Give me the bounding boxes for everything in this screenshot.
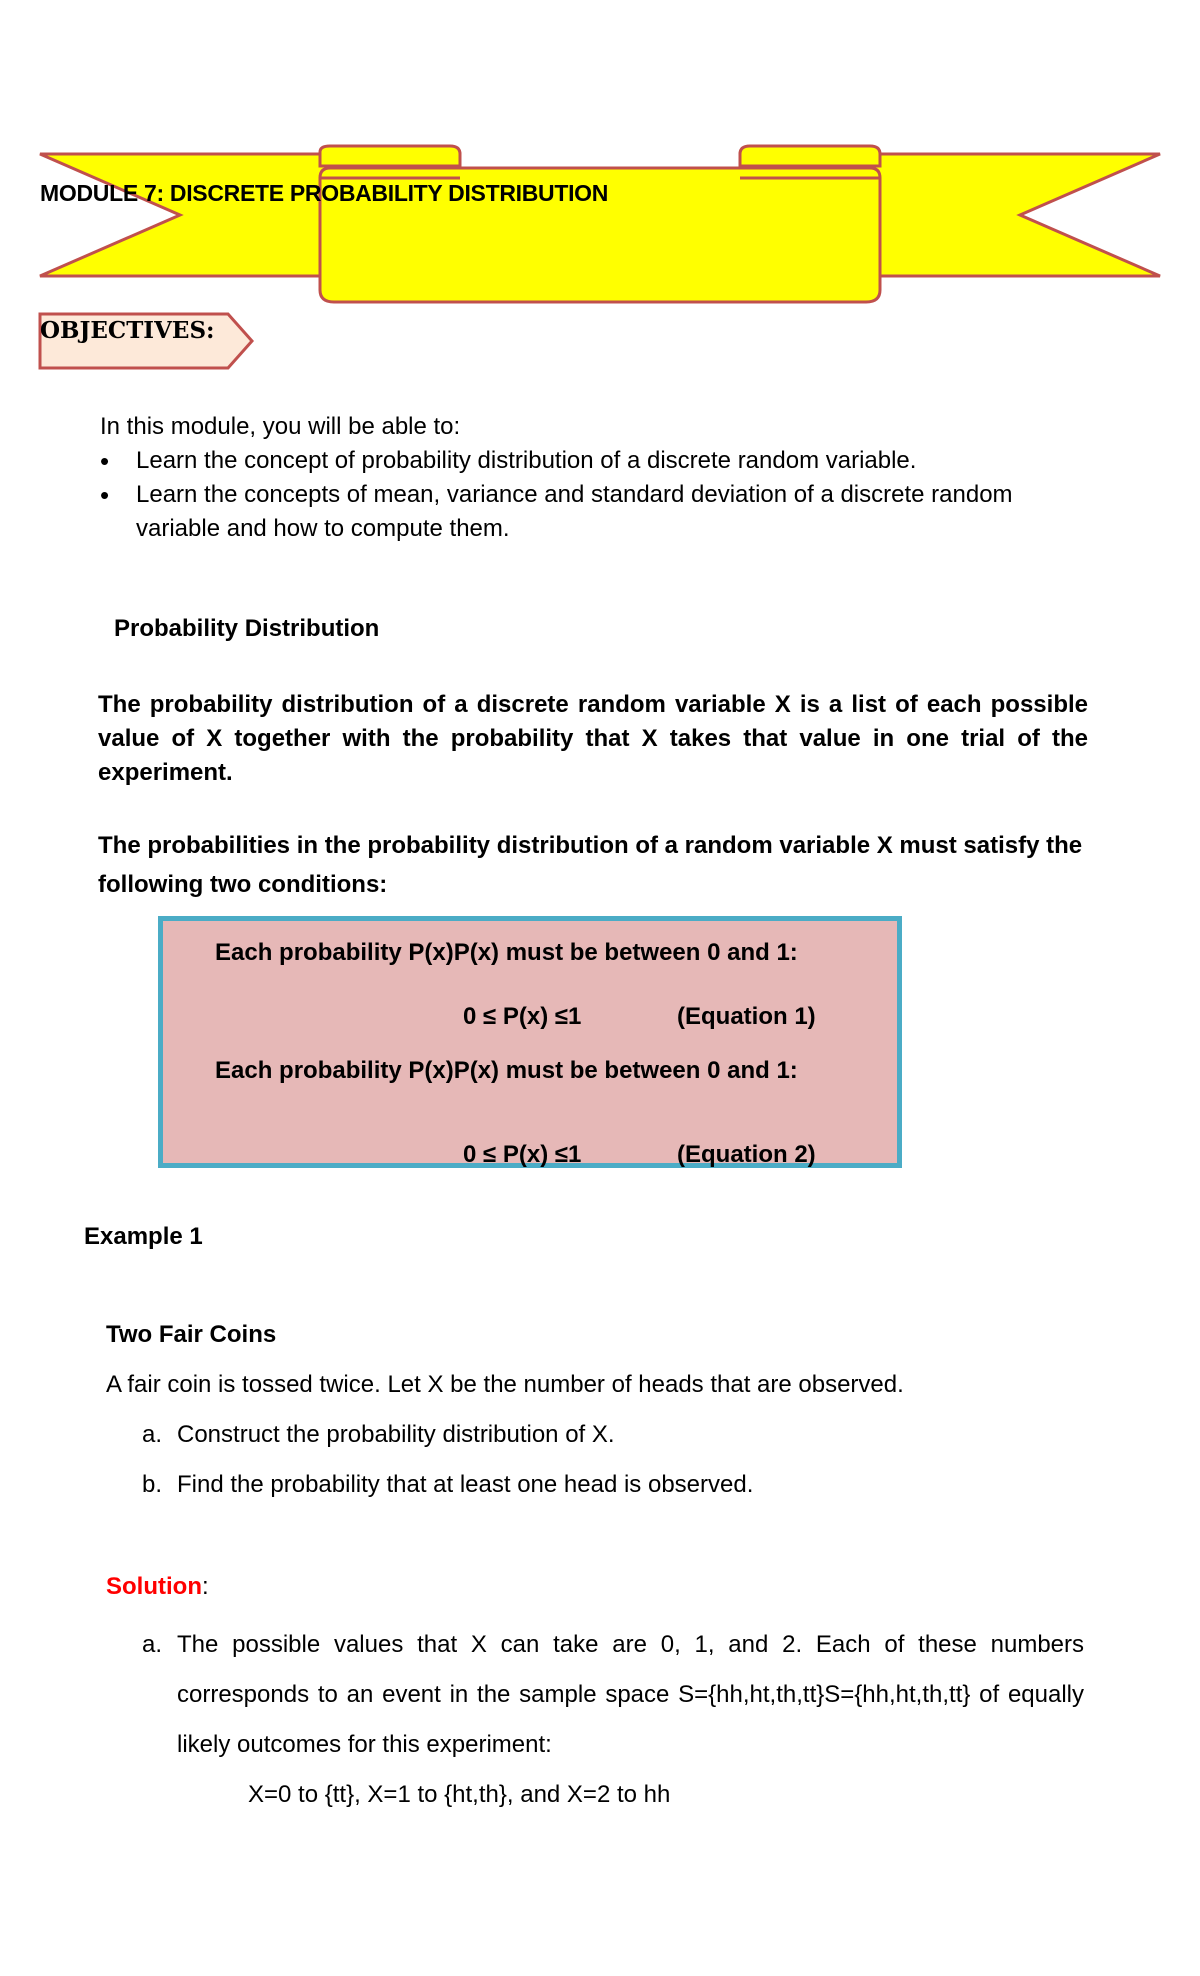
objectives-label: OBJECTIVES: [40,317,215,344]
solution-heading [106,1570,209,1604]
equation-1: 0 ≤ P(x) ≤1 [463,1003,582,1030]
conditions-intro: The probabilities in the probability distribution of a random variable X must satisfy the following two conditions: [98,832,1083,898]
solution-part-a-text: The possible values that X can take are 0, 1, and 2. Each of these numbers corresponds to an event in the sample space S={hh,ht,th,tt}S={hh,ht,th,tt} of equally likely outcomes for this experiment: [177,1631,1084,1758]
solution-part-a-marker: a. [142,1631,163,1658]
example-title: Two Fair Coins [106,1321,277,1348]
solution-mapping: X=0 to {tt}, X=1 to {ht,th}, and X=2 to hh [248,1781,671,1808]
conditions-box [158,916,902,1168]
objectives-intro: In this module, you will be able to: [100,413,461,440]
example-part-b [142,1468,1082,1502]
part-marker: a. [142,1421,163,1448]
solution-label: Solution [106,1573,202,1600]
example-statement: A fair coin is tossed twice. Let X be the number of heads that are observed. [106,1371,904,1398]
definition-paragraph: The probability distribution of a discrete random variable X is a list of each possible value of X together with the probability that X takes that value in one trial of the experiment. [98,691,1088,786]
equation-2: 0 ≤ P(x) ≤1 [463,1141,582,1168]
module-title: MODULE 7: DISCRETE PROBABILITY DISTRIBUTION [40,180,609,206]
part-marker: b. [142,1471,163,1498]
banner-left-fold [320,146,460,166]
objective-item: • Learn the concepts of mean, variance and standard deviation of a discrete random variable and how to compute them. [66,478,1060,546]
solution-colon: : [201,1573,209,1600]
part-text: Find the probability that at least one head is observed. [177,1471,754,1498]
condition-line-1: Each probability P(x)P(x) must be between 0 and 1: [215,939,798,966]
objectives-list [66,444,1060,546]
example-part-a [142,1418,1082,1452]
banner-right-fold [740,146,880,166]
solution-part-a [142,1620,1084,1770]
section-heading: Probability Distribution [114,615,380,642]
objectives-section [100,410,1060,546]
equation-2-label: (Equation 2) [677,1141,816,1168]
condition-line-2: Each probability P(x)P(x) must be between 0 and 1: [215,1057,798,1084]
part-text: Construct the probability distribution of X. [177,1421,615,1448]
objective-item: • Learn the concept of probability distribution of a discrete random variable. [66,444,1060,478]
module-banner-graphic [0,140,1200,310]
equation-1-label: (Equation 1) [677,1003,816,1030]
example-heading: Example 1 [84,1223,203,1250]
banner-shape [40,146,1160,302]
example-parts [142,1418,1082,1502]
